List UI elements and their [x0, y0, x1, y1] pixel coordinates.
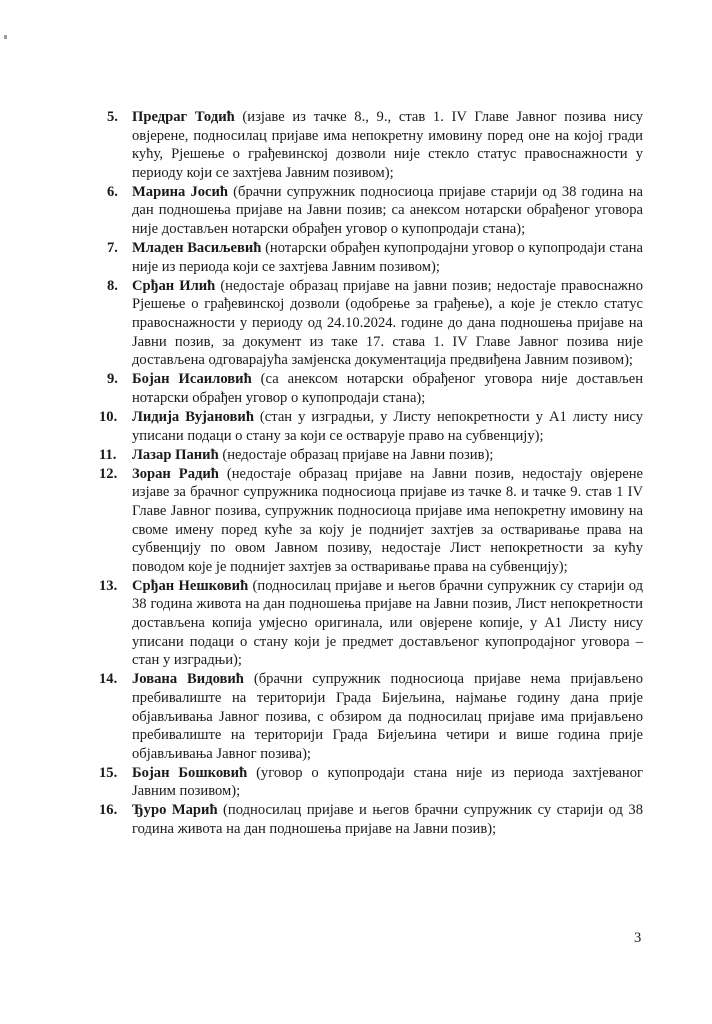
list-item: [107, 108, 643, 182]
item-number: 7.: [107, 240, 118, 257]
list-item: [107, 239, 643, 276]
item-reason: (изјаве из тачке 8., 9., став 1. IV Главе Јавног позива нису овјерене, подносилац пријаве има непокретну имовину поред оне на којој гради кућу, Рјешење о грађевинској дозволи није стекло статус правоснажности у периоду који се захтјева Јавним позивом);: [132, 109, 644, 181]
page-number: 3: [634, 930, 642, 946]
applicant-name: Бојан Исаиловић: [132, 371, 252, 388]
applicant-name: Младен Васиљевић: [132, 240, 262, 257]
list-item: [99, 670, 643, 763]
list-item: [107, 370, 643, 407]
item-number: 16.: [99, 802, 118, 819]
item-reason: (недостаје образац пријаве на Јавни позив);: [218, 446, 494, 463]
item-reason: (подносилац пријаве и његов брачни супружник су старији од 38 година живота на дан подношења пријаве на Јавни позив);: [132, 802, 643, 838]
list-item: [107, 183, 643, 239]
list-item: [107, 277, 643, 370]
list-item: [99, 801, 643, 838]
item-reason: (недостаје образац пријаве на јавни позив; недостаје правоснажно Рјешење о грађевинској дозволи (одобрење за грађење), а које је стекло статус правоснажности у периоду од 24.10.2024. године до дана подношења пријаве на Јавни позив, за документ из таке 17. става 1. IV Главе Јавног позива није достављена одговарајућа замјенска документација предвиђена Јавним позивом);: [132, 277, 643, 369]
scan-artifact: [4, 35, 7, 39]
item-number: 12.: [99, 465, 118, 482]
item-number: 11.: [99, 446, 117, 463]
list-item: [99, 465, 643, 577]
item-reason: (стан у изградњи, у Листу непокретности у А1 листу нису уписани подаци о стану за који се остварује право на субвенцију);: [132, 409, 644, 444]
applicant-name: Јована Видовић: [132, 671, 244, 688]
item-reason: (недостаје образац пријаве на Јавни позив, недостају овјерене изјаве за брачног супружника подносиоца пријаве из тачке 8. и тачке 9. став 1 IV Главе Јавног позива, супружник подносиоца пријаве има непокретну имовину на своме имену поред куће за коју је поднијет захтјев за остваривање права на субвенцију по овом Јавном позиву, недостаје Лист непокретности за кућу поводом које је поднијет захтјев за остваривање права на субвенцију);: [132, 465, 643, 575]
item-number: 10.: [99, 409, 118, 425]
item-number: 15.: [99, 764, 118, 781]
applicant-name: Зоран Радић: [132, 465, 219, 482]
list-item: [99, 446, 643, 465]
applicant-name: Лидија Вујановић: [132, 409, 254, 425]
rejected-applicants-list: [99, 108, 644, 839]
applicant-name: Бојан Бошковић: [132, 764, 248, 781]
item-reason: (подносилац пријаве и његов брачни супружник су старији од 38 година живота на дан подношења пријаве на Јавни позив, Лист непокретности достављена копија умјесно оригинала, или овјерене копије, у А1 Листу нису уписани подаци о стану који је предмет достављеног купопродајног уговора – стан у изградњи);: [132, 577, 643, 669]
list-item: [99, 408, 644, 445]
item-number: 13.: [99, 577, 118, 594]
applicant-name: Предраг Тодић: [132, 109, 235, 125]
applicant-name: Срђан Нешковић: [132, 577, 249, 594]
list-item: [99, 577, 643, 670]
item-number: 6.: [107, 183, 118, 200]
item-reason: (уговор о купопродаји стана није из периода захтјеваног Јавним позивом);: [132, 764, 643, 800]
item-reason: (нотарски обрађен купопродајни уговор о купопродаји стана није из периода који се захтјева Јавним позивом);: [132, 240, 644, 275]
applicant-name: Лазар Панић: [132, 446, 219, 463]
item-reason: (са анексом нотарски обрађеног уговора није достављен нотарски обрађен уговор о купопродаји стана);: [132, 371, 643, 406]
item-reason: (брачни супружник подносиоца пријаве старији од 38 година на дан подношења пријаве на Јавни позив; са анексом нотарски обрађеног уговора није достављен нотарски обрађен уговор о купопродаји стана);: [132, 183, 643, 238]
applicant-name: Ђуро Марић: [132, 802, 218, 819]
item-number: 14.: [99, 671, 118, 688]
item-number: 9.: [107, 371, 118, 388]
list-item: [99, 764, 643, 801]
item-number: 5.: [107, 109, 118, 125]
applicant-name: Марина Јосић: [132, 183, 229, 200]
applicant-name: Срђан Илић: [132, 277, 216, 294]
item-reason: (брачни супружник подносиоца пријаве нема пријављено пребивалиште на територији Града Бијељина, најмање годину дана прије објављивања Јавног позива, с обзиром да подносилац пријаве има пријављено пребивалиште на територији Града Бијељина четири и више година прије објављивања Јавног позива);: [132, 671, 643, 762]
item-number: 8.: [107, 277, 118, 294]
